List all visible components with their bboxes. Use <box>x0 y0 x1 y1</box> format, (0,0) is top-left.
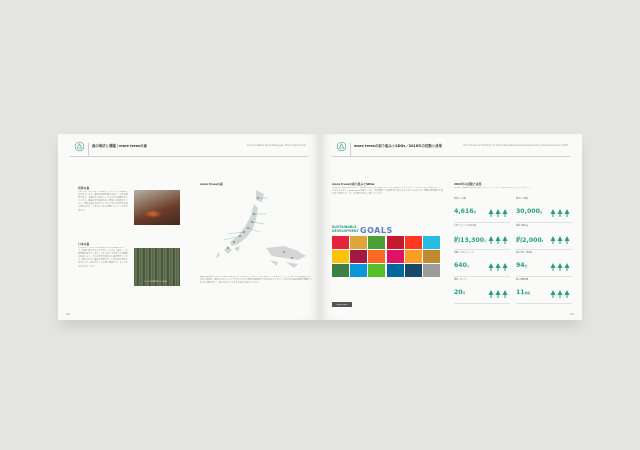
site-marker <box>233 241 235 243</box>
stat-unit: 人 <box>484 240 487 243</box>
tree-icon <box>550 259 570 271</box>
stat-value: 4,616本 <box>454 208 477 215</box>
stat-label: 間伐した面積 <box>516 198 529 200</box>
stat-unit: 人 <box>466 265 470 268</box>
sdg-goal-grid <box>332 236 442 277</box>
stat-card <box>454 252 510 277</box>
sdgs-heading: more treesの取り組みとSDGs <box>332 182 375 186</box>
sdg-goal-tile <box>368 250 385 263</box>
stat-card <box>516 252 572 277</box>
map-description: more treesは日本全国と海外に森を持ち、地域の人々と協力しながら森づくりを進めています。国内では北海道から九州まで各地で、海外ではインドネシアやタイなどで植林や森林保全に取り組んでいます。それぞれの森の特徴や課題に合わせた活動を行い、森と人が共に生きる未来を目指しています。 <box>200 276 312 285</box>
stat-unit: 回 <box>462 292 466 295</box>
header-divider <box>350 143 351 157</box>
open-brochure <box>58 134 582 320</box>
stats-heading: 2018年の活動と成果 <box>454 182 482 186</box>
sdg-goal-tile <box>423 250 440 263</box>
stat-unit: 社 <box>524 265 528 268</box>
left-page-number: 004 <box>66 313 71 316</box>
site-marker <box>283 251 285 253</box>
stat-card <box>516 198 572 223</box>
tree-icon <box>550 286 570 298</box>
stat-label: 森の活動地域 <box>516 279 529 281</box>
stat-unit: ㎡ <box>539 211 543 214</box>
stat-label: 協力企業・団体数 <box>516 252 533 254</box>
stat-value: 11地域 <box>516 289 530 296</box>
right-page <box>320 134 582 320</box>
sdg-goal-tile <box>387 250 404 263</box>
world-forest-text: 世界では、毎年およそ1,000万ヘクタールもの森林が失われています。森林は地球温暖化の防止、生物多様性の保全、水源のかん養など、さまざまな役割を担っています。違法伐採や森林火災、農地への転換などにより、森林は減少を続けています。私たちは世界の森の現状を知り、できることから行動していくことが大切です。 <box>78 191 128 212</box>
tree-icon <box>488 205 508 217</box>
sdg-goals-wordmark: GOALS <box>360 226 393 235</box>
sdg-goal-tile <box>350 250 367 263</box>
japan-asia-map <box>198 186 314 274</box>
stat-card <box>454 225 510 250</box>
stat-value: 約2,000t <box>516 237 544 244</box>
left-header-title: 森の現状と課題｜more treesの森 <box>92 144 147 148</box>
world-forest-heading: 世界の森 <box>78 186 90 190</box>
right-page-number: 005 <box>569 313 574 316</box>
japan-forest-text: 日本は国土の約3分の2を森林が占める森林大国です。戦後に植えられたスギやヒノキの人工林は、いま利用期を迎えています。しかし担い手不足や木材価格の低迷により、手入れが行き届かない森が増えています。間伐されない森は光が届かず、土砂災害の危険も高まります。森を育て、木を使う循環をつくることが求められています。 <box>78 247 128 268</box>
tree-logo-icon <box>74 141 85 152</box>
sdg-goal-tile <box>332 250 349 263</box>
stats-intro: 2018年のmore treesの活動により、以下のような成果を得ることができました。 <box>454 187 531 189</box>
sdg-goal-tile <box>405 236 422 249</box>
left-header <box>70 140 308 157</box>
tree-icon <box>550 205 570 217</box>
tree-logo-icon <box>336 141 347 152</box>
fire-glow <box>144 210 162 218</box>
sdg-goal-tile <box>350 236 367 249</box>
stat-label: 活動したボランティア <box>454 252 474 254</box>
stat-value: 20回 <box>454 289 466 296</box>
site-marker <box>291 257 293 259</box>
tree-icon <box>550 232 570 244</box>
stat-unit: 本 <box>473 211 477 214</box>
cedar-photo-caption: 手入れの行き届かない森林 <box>144 281 167 283</box>
sdg-title <box>332 226 359 233</box>
map-heading: more treesの森 <box>200 182 223 186</box>
sdg-goal-tile <box>368 264 385 277</box>
stat-label: 森林の吸収量 <box>516 225 529 227</box>
right-header-subtitle: More Trees Contribution to the Sustainable Development Goals / Achievements in 2018 <box>463 144 568 147</box>
cedar-forest-photo <box>134 248 180 286</box>
tree-icon <box>488 259 508 271</box>
sdg-goal-tile <box>387 236 404 249</box>
stat-card <box>454 279 510 304</box>
left-page <box>58 134 320 320</box>
stat-card <box>516 225 572 250</box>
left-header-subtitle: Current Status and Challenges: More Trees Forest <box>246 144 306 147</box>
sdgs-text: 2015年に国連で採択された「SDGs（持続可能な開発目標）」は、2030年までに達成すべき17の目標と169のターゲットからなります。more treesの森づくりは、気候変動への対策や陸の豊かさを守ることをはじめ、地域の雇用創出や質の高い教育など、多くの目標の達成に貢献しています。 <box>332 187 443 196</box>
sdg-goal-tile <box>405 250 422 263</box>
stat-unit: t <box>541 240 544 243</box>
stat-value: 30,000㎡ <box>516 208 543 215</box>
sdg-goal-tile <box>405 264 422 277</box>
sdg-goal-tile <box>350 264 367 277</box>
tree-icon <box>488 286 508 298</box>
stat-value: 640人 <box>454 262 470 269</box>
right-header <box>332 140 570 157</box>
sdg-goal-tile <box>332 264 349 277</box>
sdg-goal-tile <box>423 264 440 277</box>
sdg-goal-tile <box>387 264 404 277</box>
sdg-goal-tile <box>332 236 349 249</box>
stat-card <box>516 279 572 304</box>
more-trees-button[interactable]: more trees <box>332 302 352 307</box>
sdg-goal-tile <box>423 236 440 249</box>
tree-icon <box>488 232 508 244</box>
sdg-title-line1: SUSTAINABLE <box>332 225 357 229</box>
stat-label: 植林した本数 <box>454 198 467 200</box>
stat-value: 約13,300人 <box>454 237 487 244</box>
header-divider <box>88 143 89 157</box>
stat-unit: 地域 <box>524 292 530 295</box>
right-header-title: more treesの取り組みとSDGs／2018年の活動と成果 <box>354 144 442 148</box>
site-marker <box>227 247 229 249</box>
sdg-goal-tile <box>368 236 385 249</box>
stat-card <box>454 198 510 223</box>
sdg-panel <box>332 226 442 296</box>
japan-forest-heading: 日本の森 <box>78 242 90 246</box>
stat-label: 木育イベントの参加人数 <box>454 225 477 227</box>
forest-fire-photo <box>134 190 180 225</box>
sdg-title-line2: DEVELOPMENT <box>332 228 359 233</box>
stat-value: 94社 <box>516 262 528 269</box>
stat-label: 講演・セミナー <box>454 279 469 281</box>
